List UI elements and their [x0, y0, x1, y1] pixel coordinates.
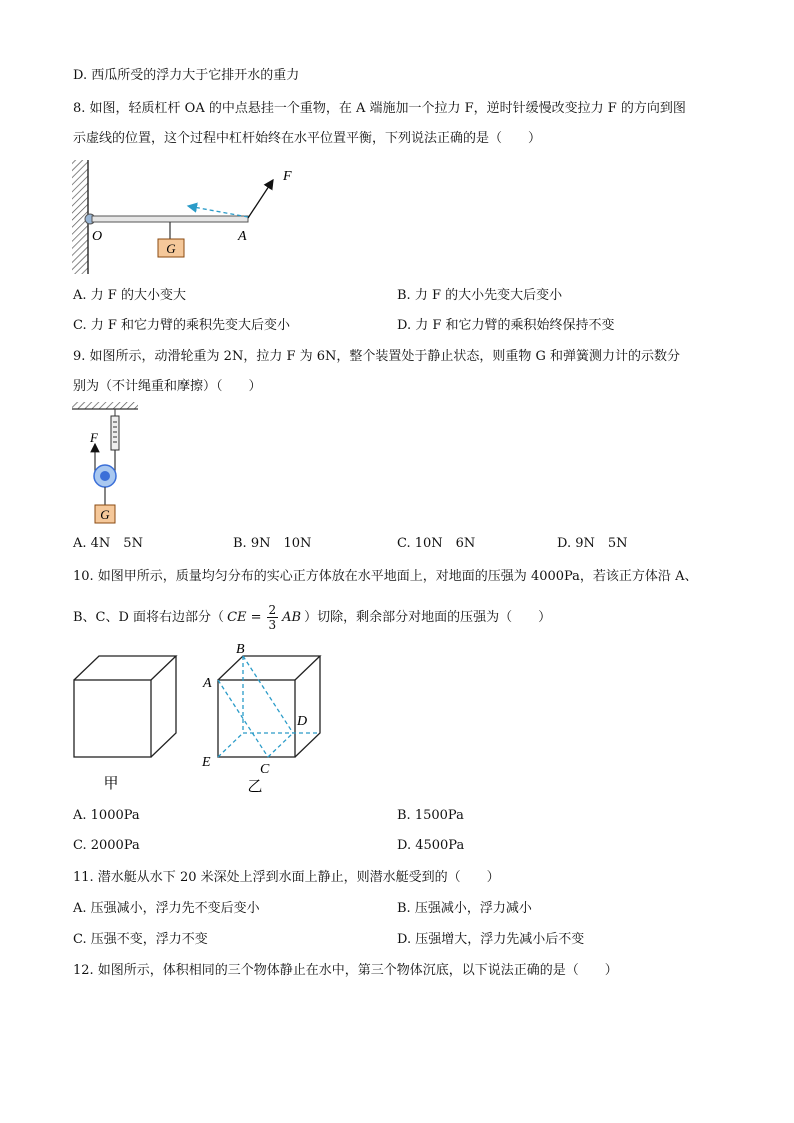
- label-f: F: [90, 430, 98, 445]
- label-f: F: [283, 169, 292, 184]
- q7-option-d: D. 西瓜所受的浮力大于它排开水的重力: [73, 68, 300, 83]
- q10-option-c: C. 2000Pa: [73, 838, 140, 853]
- q9-option-b: B. 9N 10N: [233, 536, 312, 551]
- q8-option-d: D. 力 F 和它力臂的乘积始终保持不变: [397, 318, 615, 333]
- label-g: G: [166, 241, 176, 256]
- label-g: G: [100, 507, 110, 522]
- q11-stem: 11. 潜水艇从水下 20 米深处上浮到水面上静止，则潜水艇受到的（ ）: [73, 870, 500, 885]
- fraction-numerator: 2: [268, 603, 277, 617]
- q11-option-c: C. 压强不变，浮力不变: [73, 932, 208, 947]
- force-dashed-arrow: [188, 206, 248, 217]
- label-e: E: [202, 755, 211, 770]
- label-a: A: [238, 229, 247, 244]
- pulley-axle: [100, 471, 110, 481]
- q8-option-b: B. 力 F 的大小先变大后变小: [397, 288, 563, 303]
- q8-option-c: C. 力 F 和它力臂的乘积先变大后变小: [73, 318, 291, 333]
- q10-stem-line2: [73, 603, 551, 632]
- q10-stem-line2-post: ）切除，剩余部分对地面的压强为（ ）: [304, 609, 552, 625]
- q8-option-a: A. 力 F 的大小变大: [73, 288, 186, 303]
- q8-lever-figure: [70, 158, 310, 278]
- q10-option-d: D. 4500Pa: [397, 838, 465, 853]
- q10-cube-figure: [68, 636, 338, 796]
- q9-stem-line2: 别为（不计绳重和摩擦）（ ）: [73, 379, 262, 394]
- lever-bar: [92, 216, 248, 222]
- q9-option-d: D. 9N 5N: [557, 536, 628, 551]
- q8-stem-line2: 示虚线的位置，这个过程中杠杆始终在水平位置平衡，下列说法正确的是（ ）: [73, 131, 542, 146]
- ceiling-hatch: [72, 402, 138, 409]
- q9-option-c: C. 10N 6N: [397, 536, 476, 551]
- label-a: A: [203, 676, 212, 691]
- fraction-denominator: 3: [268, 618, 277, 632]
- q12-stem: 12. 如图所示，体积相同的三个物体静止在水中，第三个物体沉底，以下说法正确的是（ ）: [73, 963, 618, 978]
- q9-option-a: A. 4N 5N: [73, 536, 143, 551]
- q10-option-a: A. 1000Pa: [73, 808, 140, 823]
- q11-option-a: A. 压强减小，浮力先不变后变小: [73, 901, 260, 916]
- fraction: [267, 603, 279, 632]
- label-b: B: [236, 642, 245, 657]
- q10-stem-line2-pre: B、C、D 面将右边部分（: [73, 609, 225, 625]
- q10-stem-line1: 10. 如图甲所示，质量均匀分布的实心正方体放在水平地面上，对地面的压强为 4000Pa，若该正方体沿 A、: [73, 569, 698, 584]
- cube-jia: [74, 656, 176, 757]
- q11-option-d: D. 压强增大，浮力先减小后不变: [397, 932, 585, 947]
- label-yi: 乙: [247, 779, 263, 795]
- q10-option-b: B. 1500Pa: [397, 808, 464, 823]
- q9-stem-line1: 9. 如图所示，动滑轮重为 2N，拉力 F 为 6N，整个装置处于静止状态，则重物 G 和弹簧测力计的示数分: [73, 349, 681, 364]
- formula-rhs: AB: [282, 609, 302, 625]
- label-d: D: [297, 714, 308, 729]
- q11-option-b: B. 压强减小，浮力减小: [397, 901, 532, 916]
- force-arrow: [248, 180, 273, 218]
- label-jia: 甲: [103, 776, 119, 792]
- label-o: O: [92, 229, 103, 244]
- q9-pulley-figure: [70, 402, 150, 528]
- q8-stem-line1: 8. 如图，轻质杠杆 OA 的中点悬挂一个重物，在 A 端施加一个拉力 F，逆时针缓慢改变拉力 F 的方向到图: [73, 101, 686, 116]
- label-c: C: [260, 762, 270, 777]
- formula-lhs: CE =: [227, 609, 262, 625]
- spring-scale: [111, 416, 119, 450]
